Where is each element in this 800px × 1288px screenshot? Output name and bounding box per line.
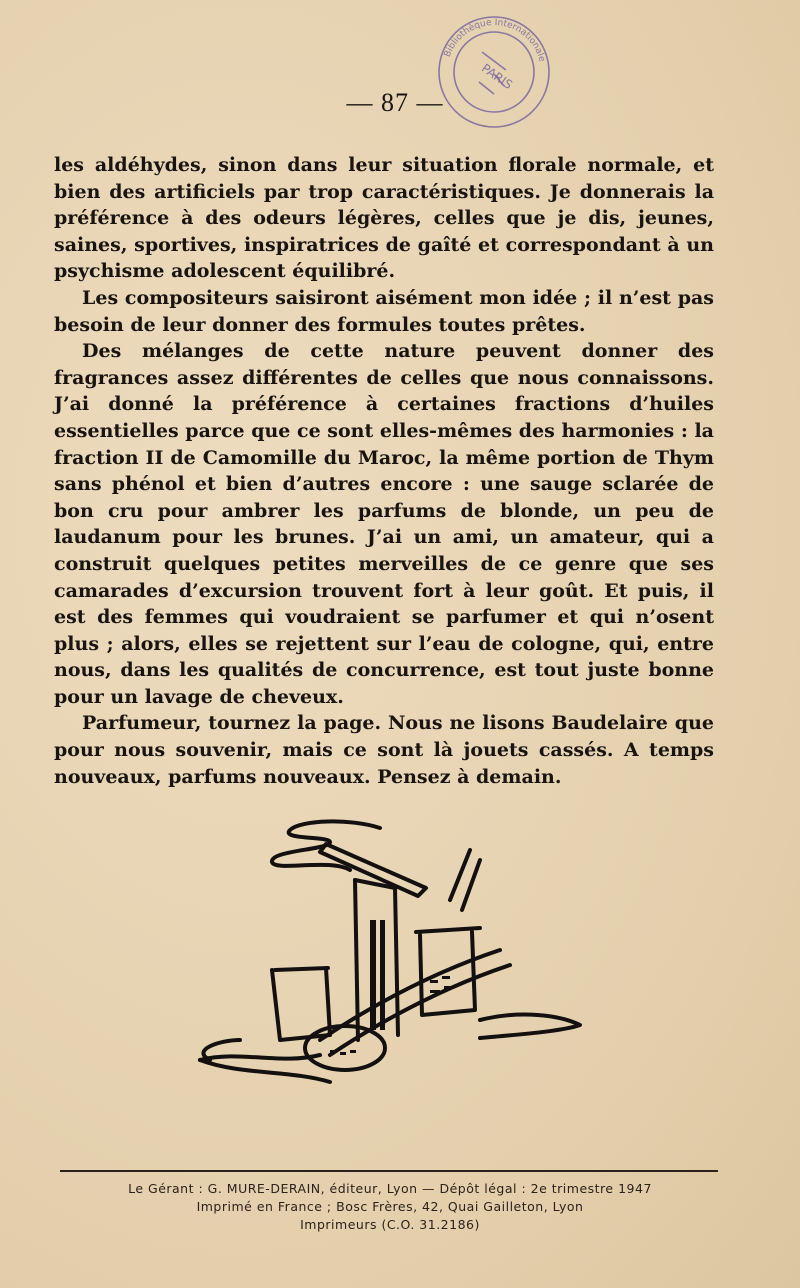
colophon-line-1: Le Gérant : G. MURE-DERAIN, éditeur, Lyon — Dépôt légal : 2e trimestre 1947 bbox=[128, 1181, 652, 1196]
paragraph-3: Des mélanges de cette nature peuvent donner des fragrances assez différentes de celles que nous connaissons. J’ai donné la préférence à certaines fractions d’huiles essentielles parce que ce sont elles-mêmes des harmonies : la fraction II de Camomille du Maroc, la même portion de Thym sans phénol et bien d’autres encore : une sauge sclarée de bon cru pour ambrer les parfums de blonde, un peu de laudanum pour les brunes. J’ai un ami, un amateur, qui a construit quelques petites merveilles de ce genre que ses camarades d’excursion trouvent fort à leur goût. Et puis, il est des femmes qui voudraient se parfumer et qui n’osent plus ; alors, elles se rejettent sur l’eau de cologne, qui, entre nous, dans les qualités de concurrence, est tout juste bonne pour un lavage de cheveux. bbox=[54, 340, 714, 708]
body-text bbox=[54, 152, 714, 790]
stamp-center-text: PARIS bbox=[479, 61, 516, 93]
colophon bbox=[60, 1180, 720, 1234]
paragraph-4: Parfumeur, tournez la page. Nous ne lisons Baudelaire que pour nous souvenir, mais ce sont là jouets cassés. A temps nouveaux, parfums nouveaux. Pensez à demain. bbox=[54, 712, 714, 788]
page-number: — 87 — bbox=[346, 88, 444, 117]
colophon-line-3: Imprimeurs (C.O. 31.2186) bbox=[300, 1217, 480, 1232]
colophon-line-2: Imprimé en France ; Bosc Frères, 42, Quai Gailleton, Lyon bbox=[196, 1199, 584, 1214]
paragraph-1: les aldéhydes, sinon dans leur situation florale normale, et bien des artificiels par trop caractéristiques. Je donnerais la préférence à des odeurs légères, celles que je dis, jeunes, saines, sportives, inspiratrices de gaîté et correspondant à un psychisme adolescent équilibré. bbox=[54, 154, 714, 283]
paragraph-2: Les compositeurs saisiront aisément mon idée ; il n’est pas besoin de leur donner des formules toutes prêtes. bbox=[54, 286, 714, 336]
perfume-still-life-illustration bbox=[180, 800, 600, 1090]
library-stamp bbox=[434, 12, 554, 132]
stamp-text: Bibliothèque Internationale bbox=[442, 17, 547, 63]
footer-rule bbox=[60, 1170, 718, 1172]
